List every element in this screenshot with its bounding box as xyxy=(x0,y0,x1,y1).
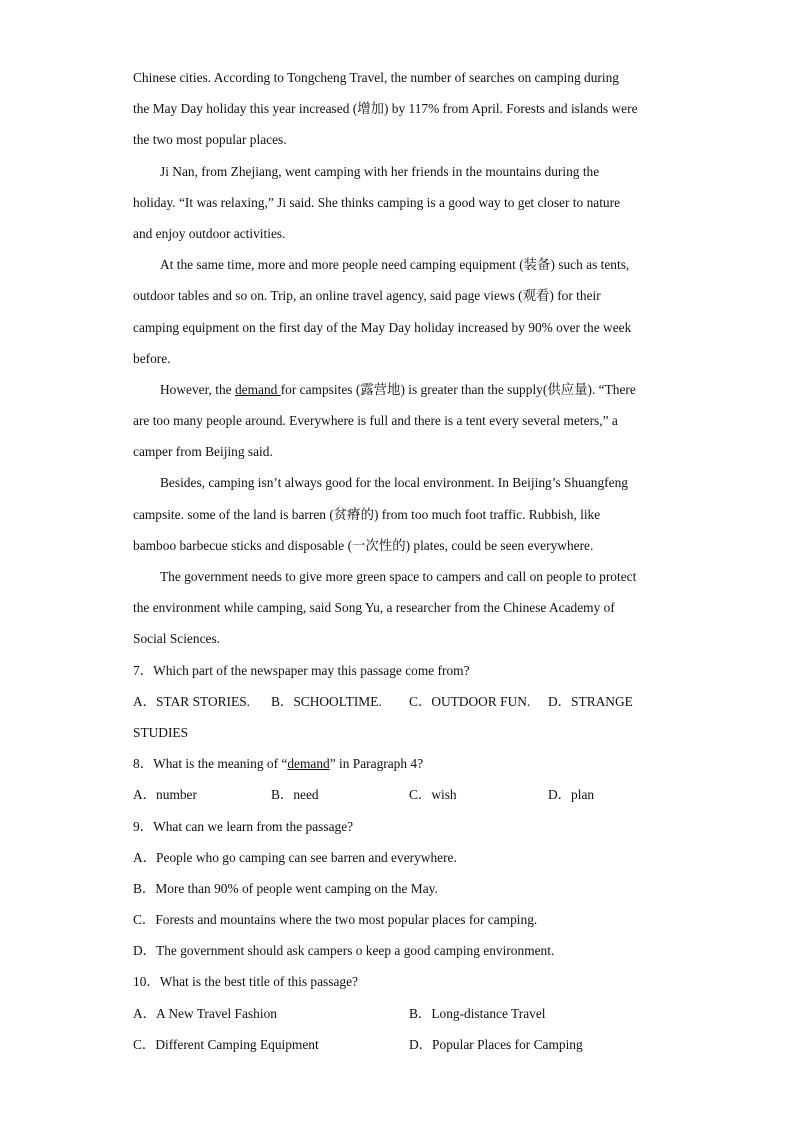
option-b: B．More than 90% of people went camping on the May. xyxy=(133,880,438,896)
text-run: ” in Paragraph 4? xyxy=(329,756,424,772)
passage-line: camper from Beijing said. xyxy=(133,444,273,460)
option-a: A．number xyxy=(133,787,197,803)
passage-line: Ji Nan, from Zhejiang, went camping with her friends in the mountains during the xyxy=(160,163,600,179)
passage-line: campsite. some of the land is barren (贫瘠的) from too much foot traffic. Rubbish, like xyxy=(133,506,601,522)
text-run: 8．What is the meaning of “ xyxy=(133,756,288,772)
question-stem: 7．Which part of the newspaper may this passage come from? xyxy=(133,662,470,678)
passage-line: Chinese cities. According to Tongcheng Travel, the number of searches on camping during xyxy=(133,70,619,85)
passage-line: Social Sciences. xyxy=(133,631,221,647)
passage-line: bamboo barbecue sticks and disposable (一次性的) plates, could be seen everywhere. xyxy=(133,537,594,553)
option-d: D．Popular Places for Camping xyxy=(409,1036,583,1052)
passage-line xyxy=(133,374,668,405)
option-c: C．Different Camping Equipment xyxy=(133,1036,319,1052)
option-d: D．plan xyxy=(548,787,595,803)
option-c: C．Forests and mountains where the two most popular places for camping. xyxy=(133,912,538,928)
option-a: A．A New Travel Fashion xyxy=(133,1005,277,1021)
underlined-word-demand: demand xyxy=(287,756,330,772)
text-run: for campsites (露营地) is greater than the supply(供应量). “There xyxy=(280,381,636,397)
passage-line: outdoor tables and so on. Trip, an online travel agency, said page views (观看) for their xyxy=(133,288,601,304)
passage-line: before. xyxy=(133,350,171,366)
option-b: B．SCHOOLTIME. xyxy=(271,693,382,709)
option-c: C．OUTDOOR FUN. xyxy=(409,693,531,709)
passage-line: the environment while camping, said Song Yu, a researcher from the Chinese Academy of xyxy=(133,600,615,616)
passage-line: The government needs to give more green space to campers and call on people to protect xyxy=(160,569,637,584)
option-a: A．STAR STORIES. xyxy=(133,693,250,709)
passage-line: the two most popular places. xyxy=(133,132,287,148)
question-stem: 9．What can we learn from the passage? xyxy=(133,818,354,834)
option-b: B．need xyxy=(271,787,319,803)
question-stem: 10．What is the best title of this passage? xyxy=(133,974,358,990)
passage-line: At the same time, more and more people need camping equipment (装备) such as tents, xyxy=(160,257,630,273)
passage-line: Besides, camping isn’t always good for the local environment. In Beijing’s Shuangfeng xyxy=(160,475,628,491)
answer-options xyxy=(133,998,668,1029)
answer-options xyxy=(133,779,668,810)
passage-line: and enjoy outdoor activities. xyxy=(133,225,286,241)
underlined-word-demand: demand xyxy=(234,381,281,397)
document-page xyxy=(133,62,668,1060)
option-a: A．People who go camping can see barren and everywhere. xyxy=(133,849,457,865)
answer-options xyxy=(133,686,668,717)
option-b: B．Long-distance Travel xyxy=(409,1005,546,1021)
passage-line: camping equipment on the first day of the May Day holiday increased by 90% over the week xyxy=(133,319,632,335)
option-c: C．wish xyxy=(409,787,457,803)
question-stem xyxy=(133,748,668,779)
passage-line: are too many people around. Everywhere is full and there is a tent every several meters,” a xyxy=(133,413,618,429)
option-d-continued: STUDIES xyxy=(133,724,189,740)
answer-options xyxy=(133,1029,668,1060)
option-d: D．The government should ask campers o keep a good camping environment. xyxy=(133,943,555,959)
passage-line: the May Day holiday this year increased (增加) by 117% from April. Forests and islands were xyxy=(133,101,638,117)
text-run: However, the xyxy=(160,381,235,397)
passage-line: holiday. “It was relaxing,” Ji said. She thinks camping is a good way to get closer to nature xyxy=(133,194,621,210)
option-d: D．STRANGE xyxy=(548,693,633,709)
